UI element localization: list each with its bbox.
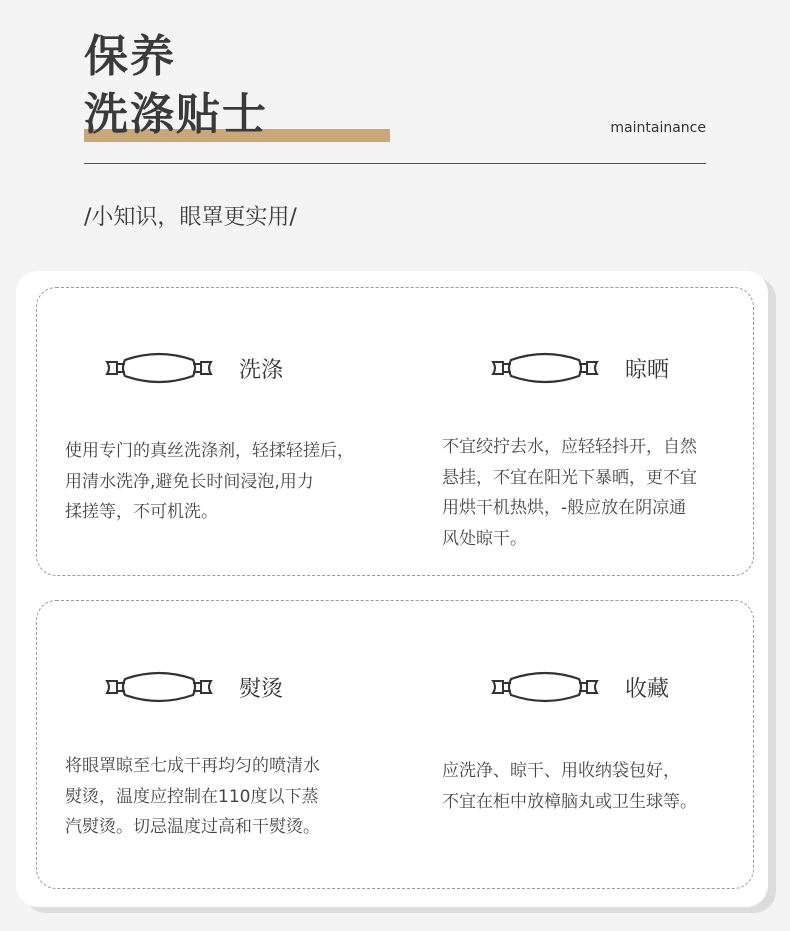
text-line: 不宜绞拧去水，应轻轻抖开，自然 bbox=[442, 437, 697, 457]
care-item-wash-header bbox=[103, 350, 283, 386]
eye-mask-icon bbox=[103, 350, 215, 386]
care-item-iron-header bbox=[103, 669, 283, 705]
care-card-2 bbox=[36, 600, 754, 889]
text-line: 悬挂，不宜在阳光下暴晒，更不宜 bbox=[442, 467, 697, 488]
text-line: 用清水洗净,避免长时间浸泡,用力 bbox=[65, 471, 314, 492]
page-title-line1: 保养 bbox=[84, 31, 176, 82]
text-line: 不宜在柜中放樟脑丸或卫生球等。 bbox=[442, 791, 697, 812]
care-item-title: 晾晒 bbox=[625, 357, 670, 383]
care-item-description bbox=[442, 756, 762, 817]
care-item-description bbox=[65, 751, 385, 843]
text-line: 应洗净、晾干、用收纳袋包好， bbox=[442, 761, 680, 781]
text-line: 使用专门的真丝洗涤剂，轻揉轻搓后， bbox=[65, 441, 354, 461]
care-item-description bbox=[442, 432, 762, 554]
tagline: /小知识，眼罩更实用/ bbox=[84, 205, 297, 230]
care-item-title: 熨烫 bbox=[239, 676, 284, 702]
text-line: 将眼罩晾至七成干再均匀的喷清水 bbox=[65, 756, 320, 776]
eye-mask-icon bbox=[103, 669, 215, 705]
care-item-title: 洗涤 bbox=[239, 357, 284, 383]
text-line: 用烘干机热烘，-般应放在阴凉通 bbox=[442, 498, 687, 518]
page-title-line2: 洗涤贴士 bbox=[84, 89, 268, 140]
care-item-dry-header bbox=[489, 350, 669, 386]
care-item-title: 收藏 bbox=[625, 676, 670, 702]
text-line: 熨烫，温度应控制在110度以下蒸 bbox=[65, 786, 319, 807]
english-subtitle: maintainance bbox=[610, 120, 706, 136]
text-line: 风处晾干。 bbox=[442, 528, 527, 549]
care-item-storage-header bbox=[489, 669, 669, 705]
header-divider bbox=[84, 163, 706, 164]
text-line: 汽熨烫。切忌温度过高和干熨烫。 bbox=[65, 817, 320, 837]
eye-mask-icon bbox=[489, 350, 601, 386]
care-item-description bbox=[65, 436, 385, 528]
eye-mask-icon bbox=[489, 669, 601, 705]
text-line: 揉搓等，不可机洗。 bbox=[65, 502, 218, 522]
care-card-1 bbox=[36, 287, 754, 576]
